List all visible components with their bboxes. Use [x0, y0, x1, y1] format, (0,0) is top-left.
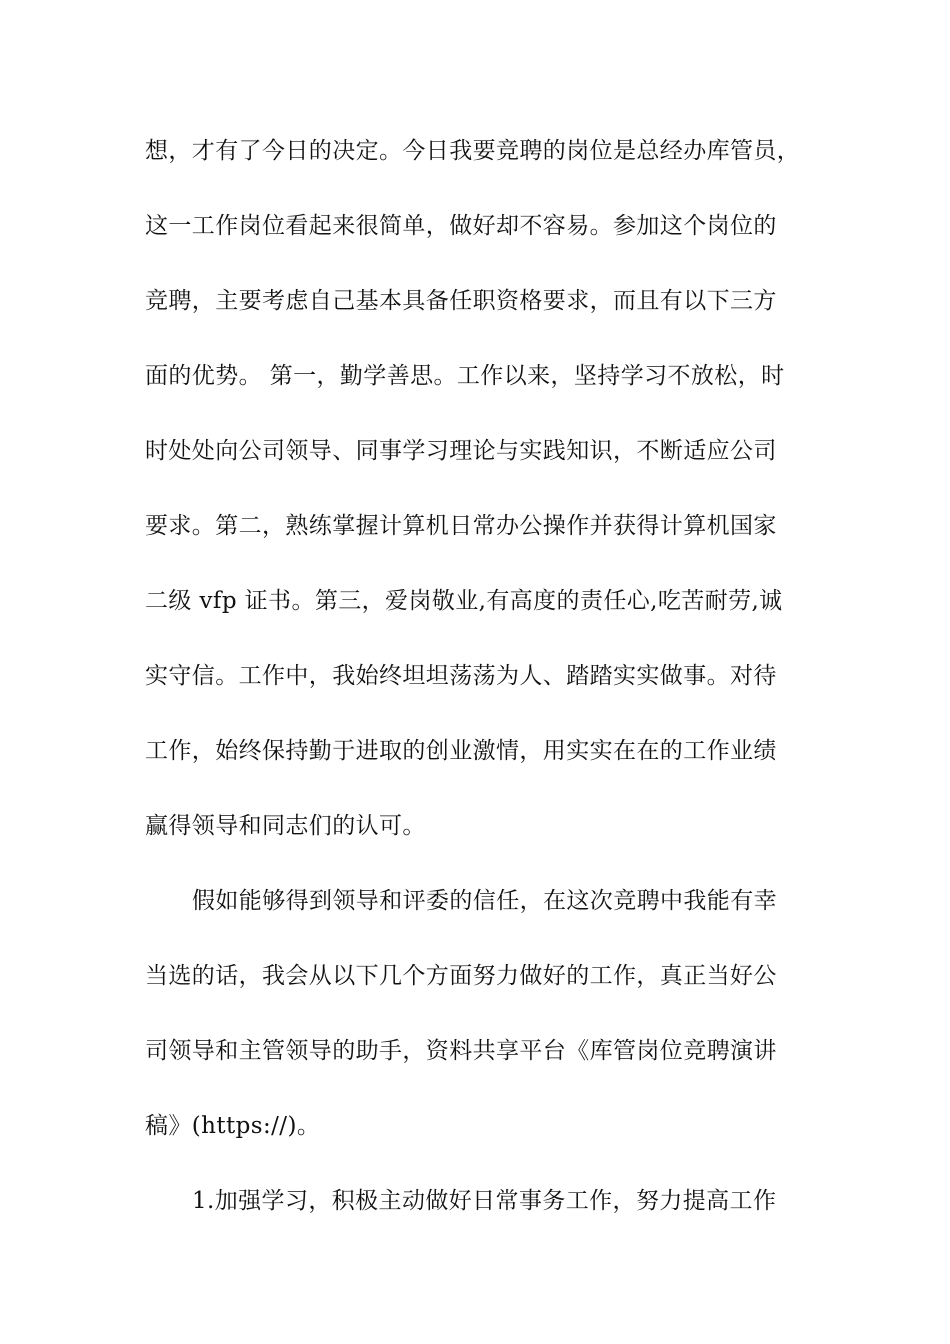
- paragraph-first-line: 假如能够得到领导和评委的信任，在这次竞聘中我能有幸: [192, 888, 777, 914]
- text-line: 想，才有了今日的决定。今日我要竞聘的岗位是总经办库管员，: [145, 138, 801, 164]
- text-line: 稿》(https://)。: [145, 1113, 321, 1139]
- text-line: 赢得领导和同志们的认可。: [145, 813, 426, 839]
- text-line: 竞聘，主要考虑自己基本具备任职资格要求，而且有以下三方: [145, 288, 777, 314]
- text-line: 二级 vfp 证书。第三，爱岗敬业,有高度的责任心,吃苦耐劳,诚: [145, 588, 783, 614]
- text-line: 当选的话，我会从以下几个方面努力做好的工作，真正当好公: [145, 963, 777, 989]
- text-line: 这一工作岗位看起来很简单，做好却不容易。参加这个岗位的: [145, 213, 777, 239]
- text-line: 司领导和主管领导的助手，资料共享平台《库管岗位竞聘演讲: [145, 1038, 777, 1064]
- text-line: 时处处向公司领导、同事学习理论与实践知识，不断适应公司: [145, 438, 777, 464]
- text-line: 工作，始终保持勤于进取的创业激情，用实实在在的工作业绩: [145, 738, 777, 764]
- list-item-first-line: 1.加强学习，积极主动做好日常事务工作，努力提高工作: [192, 1188, 777, 1214]
- text-line: 要求。第二，熟练掌握计算机日常办公操作并获得计算机国家: [145, 513, 777, 539]
- text-line: 面的优势。 第一，勤学善思。工作以来，坚持学习不放松，时: [145, 363, 785, 389]
- text-line: 实守信。工作中，我始终坦坦荡荡为人、踏踏实实做事。对待: [145, 663, 777, 689]
